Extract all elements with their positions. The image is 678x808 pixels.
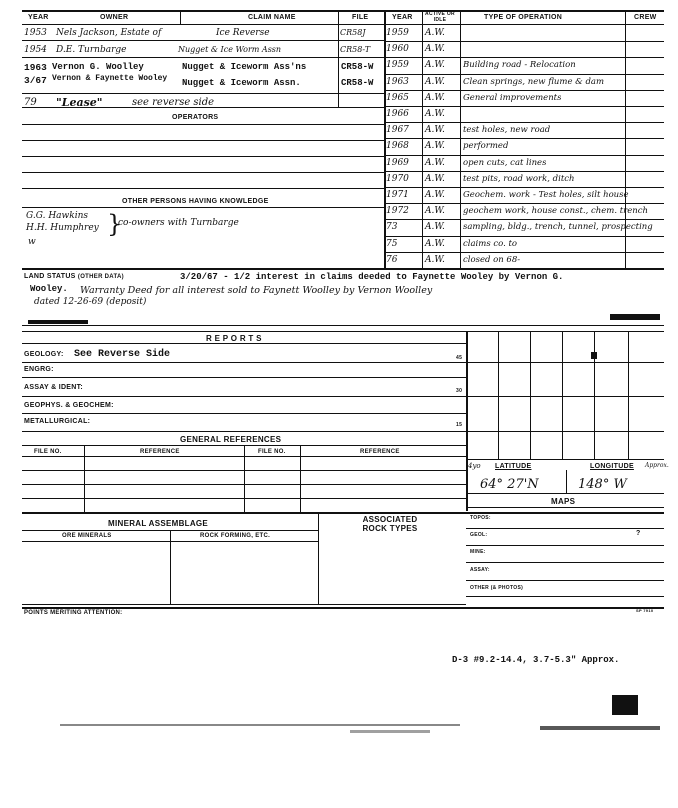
operation-type: open cuts, cat lines (463, 158, 547, 168)
operation-year: 1969 (386, 158, 409, 168)
operation-type: geochem work, house const., chem. trench (463, 206, 648, 216)
ore-minerals-heading: ORE MINERALS (62, 533, 112, 539)
land-status-label: LAND STATUS (24, 273, 76, 280)
owner-row-3-year: 1963 (24, 62, 47, 73)
operation-type: Building road - Relocation (463, 60, 576, 70)
operation-year: 73 (386, 222, 398, 232)
maps-mine: MINE: (470, 549, 486, 555)
knowledge-heading: OTHER PERSONS HAVING KNOWLEDGE (122, 198, 269, 205)
operation-year: 1963 (386, 77, 409, 87)
operation-type: sampling, bldg., trench, tunnel, prospecting (463, 222, 653, 232)
scale-15: 15 (456, 422, 463, 428)
longitude-value: 148° W (578, 477, 627, 492)
land-status-handwritten-2: dated 12-26-69 (deposit) (34, 297, 147, 307)
operation-status: A.W. (425, 239, 445, 249)
owner-row-2-owner: D.E. Turnbarge (56, 45, 127, 55)
general-references-heading: GENERAL REFERENCES (180, 435, 282, 444)
operation-status: A.W. (425, 28, 445, 38)
longitude-label: LONGITUDE (590, 463, 634, 470)
operation-status: A.W. (425, 255, 445, 265)
operation-type: claims co. to (463, 239, 518, 249)
operation-year: 1965 (386, 93, 409, 103)
geology-label: GEOLOGY: (24, 351, 64, 358)
land-status-typed: 3/20/67 - 1/2 interest in claims deeded to Faynette Wooley by Vernon G. (180, 272, 564, 282)
maps-geol: GEOL: (470, 532, 488, 538)
owner-row-3-claim: Nugget & Iceworm Ass'ns (182, 62, 307, 72)
mineral-assemblage-heading: MINERAL ASSEMBLAGE (108, 519, 209, 528)
associated-rock-heading: ASSOCIATED ROCK TYPES (362, 515, 418, 533)
reports-heading: R E P O R T S (206, 334, 262, 343)
operation-status: A.W. (425, 77, 445, 87)
geophys-label: GEOPHYS. & GEOCHEM: (24, 402, 114, 409)
knowledge-person-1: G.G. Hawkins (26, 211, 88, 221)
operation-year: 1970 (386, 174, 409, 184)
operation-year: 1959 (386, 28, 409, 38)
operation-status: A.W. (425, 125, 445, 135)
refs-reference-2: REFERENCE (360, 449, 400, 455)
owner-row-5-owner: "Lease" (56, 96, 103, 109)
map-reference: D-3 #9.2-14.4, 3.7-5.3" Approx. (452, 655, 620, 665)
latitude-label: LATITUDE (495, 463, 532, 470)
header-type-of-operation: TYPE OF OPERATION (484, 14, 563, 21)
operation-status: A.W. (425, 109, 445, 119)
owner-row-1-owner: Nels Jackson, Estate of (56, 28, 162, 38)
points-meriting-heading: POINTS MERITING ATTENTION: (24, 610, 123, 616)
operation-status: A.W. (425, 60, 445, 70)
header-year-2: YEAR (392, 14, 413, 21)
operation-year: 1968 (386, 141, 409, 151)
operation-year: 1972 (386, 206, 409, 216)
operation-type: General improvements (463, 93, 562, 103)
operation-status: A.W. (425, 190, 445, 200)
owner-row-1-file: CR58J (340, 28, 366, 37)
geology-value: See Reverse Side (74, 349, 171, 360)
knowledge-person-2: H.H. Humphrey (26, 223, 99, 233)
land-status-typed-2: Wooley. (30, 284, 68, 294)
engrg-label: ENGRG: (24, 366, 54, 373)
operation-type: Clean springs, new flume & dam (463, 77, 605, 87)
longitude-suffix: Approx. (645, 462, 669, 469)
owner-row-4-file: CR58-W (341, 78, 374, 88)
owner-row-2-file: CR58-T (340, 45, 371, 54)
scale-30: 30 (456, 388, 463, 394)
operation-status: A.W. (425, 93, 445, 103)
operation-status: A.W. (425, 206, 445, 216)
land-status-heading (24, 273, 124, 280)
header-crew: CREW (634, 14, 657, 21)
operation-type: closed on 68- (463, 255, 521, 265)
operation-year: 1966 (386, 109, 409, 119)
maps-geol-mark: ? (636, 530, 641, 537)
operation-status: A.W. (425, 222, 445, 232)
operators-heading: OPERATORS (172, 114, 219, 121)
owner-row-1-claim: Ice Reverse (216, 28, 270, 38)
rock-forming-heading: ROCK FORMING, ETC. (200, 533, 271, 539)
assay-label: ASSAY & IDENT: (24, 384, 84, 391)
brace-mark: } (107, 210, 123, 238)
operation-year: 1967 (386, 125, 409, 135)
operation-status: A.W. (425, 141, 445, 151)
owner-row-2-claim: Nugget & Ice Worm Assn (178, 45, 282, 54)
owner-row-2-year: 1954 (24, 45, 47, 55)
form-number: SP 7910 (636, 608, 654, 613)
knowledge-person-3: w (28, 237, 36, 247)
owner-row-1-year: 1953 (24, 28, 47, 38)
latitude-value: 64° 27'N (480, 477, 539, 492)
maps-other: OTHER (& PHOTOS) (470, 585, 524, 591)
maps-heading: MAPS (551, 497, 576, 506)
owner-row-3-file: CR58-W (341, 62, 374, 72)
owner-row-4-year: 3/67 (24, 75, 47, 86)
owner-row-4-claim: Nugget & Iceworm Assn. (182, 78, 301, 88)
land-status-handwritten: Warranty Deed for all interest sold to Faynett Woolley by Vernon Woolley (80, 285, 433, 296)
owner-row-3-owner: Vernon G. Woolley (52, 62, 144, 72)
latitude-prefix: 4yo (468, 462, 481, 470)
owner-row-4-owner: Vernon & Faynette Wooley (52, 74, 168, 83)
operation-type: Geochem. work - Test holes, silt house (463, 190, 629, 200)
land-status-other-data: (OTHER DATA) (77, 274, 124, 280)
operation-year: 1960 (386, 44, 409, 54)
operation-year: 75 (386, 239, 398, 249)
header-year: YEAR (28, 14, 49, 21)
maps-assay: ASSAY: (470, 567, 490, 573)
refs-file-no-1: FILE NO. (34, 449, 62, 455)
refs-file-no-2: FILE NO. (258, 449, 286, 455)
refs-reference-1: REFERENCE (140, 449, 180, 455)
header-file: FILE (352, 14, 369, 21)
header-active-idle: ACTIVE OR IDLE (425, 11, 455, 23)
operation-type: test pits, road work, ditch (463, 174, 575, 184)
operation-type: test holes, new road (463, 125, 551, 135)
header-owner: OWNER (100, 14, 129, 21)
scale-45: 45 (456, 355, 463, 361)
maps-topos: TOPOS: (470, 515, 491, 521)
operation-type: performed (463, 141, 509, 151)
operation-year: 1959 (386, 60, 409, 70)
operation-year: 1971 (386, 190, 409, 200)
operation-status: A.W. (425, 174, 445, 184)
operation-year: 76 (386, 255, 398, 265)
header-claim-name: CLAIM NAME (248, 14, 296, 21)
operation-status: A.W. (425, 44, 445, 54)
operation-status: A.W. (425, 158, 445, 168)
owner-row-5-year: 79 (24, 97, 37, 108)
owner-row-5-claim: see reverse side (132, 97, 215, 108)
knowledge-note: co-owners with Turnbarge (118, 218, 239, 228)
metallurgical-label: METALLURGICAL: (24, 418, 91, 425)
